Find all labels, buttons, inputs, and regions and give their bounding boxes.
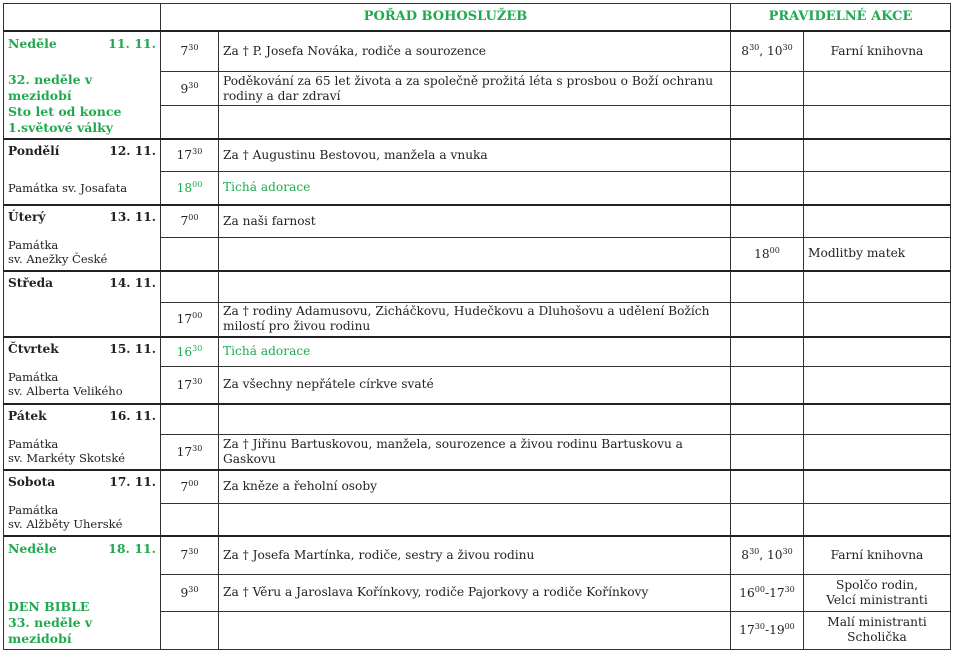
mass-intention: [219, 31, 731, 72]
mass-minute: 00: [188, 213, 199, 223]
mass-time-empty: [161, 238, 219, 271]
mass-intention: [219, 205, 731, 238]
mass-hour: 9: [180, 585, 189, 600]
mass-intention-empty: [219, 238, 731, 271]
mass-time: [161, 435, 219, 470]
mass-minute: 00: [192, 311, 203, 321]
day-name: Neděle: [8, 540, 57, 556]
mass-intention-empty: [219, 271, 731, 303]
day-name: Čtvrtek: [8, 341, 59, 356]
mass-hour: 17: [176, 377, 193, 392]
event-hour: 8: [741, 548, 750, 562]
day-note: [8, 437, 156, 465]
day-note-line: Sto let od konce: [8, 103, 122, 119]
day-note-line: Památka: [8, 436, 59, 451]
mass-intention: [219, 367, 731, 404]
mass-time: [161, 139, 219, 172]
day-note-line: DEN BIBLE: [8, 598, 90, 614]
mass-time: [161, 205, 219, 238]
mass-hour: 17: [176, 444, 193, 459]
day-note: [8, 72, 156, 136]
event-time-empty: [731, 205, 804, 238]
mass-minute: 30: [192, 443, 203, 453]
mass-minute: 30: [188, 547, 199, 556]
mass-intention: [219, 536, 731, 575]
day-cell-wednesday: [4, 271, 161, 337]
event-name-line: Scholička: [847, 630, 907, 645]
day-date: 17. 11.: [109, 474, 156, 489]
mass-time-empty: [161, 504, 219, 536]
event-time-empty: [731, 71, 804, 106]
event-time-empty: [731, 404, 804, 435]
mass-intention: [219, 470, 731, 504]
event-time-empty: [731, 337, 804, 367]
day-note-line: Památka: [8, 502, 59, 517]
mass-hour: 7: [180, 479, 189, 494]
event-minute: 00: [754, 584, 765, 594]
table-row: [4, 337, 951, 367]
event-name-empty: [804, 271, 951, 303]
mass-time: [161, 71, 219, 106]
mass-time: [161, 574, 219, 611]
day-heading: [8, 409, 156, 423]
event-time: [731, 612, 804, 650]
event-name-line: Malí ministranti: [827, 615, 927, 630]
day-heading: [8, 342, 156, 356]
day-note: [8, 503, 156, 531]
event-minute: 00: [769, 245, 780, 255]
table-row: [4, 404, 951, 435]
event-name-empty: [804, 435, 951, 470]
table-row: [4, 470, 951, 504]
mass-time-empty: [161, 106, 219, 139]
event-name-empty: [804, 367, 951, 404]
mass-intention-text: Za naši farnost: [223, 213, 316, 228]
day-heading: [8, 475, 156, 489]
mass-hour: 16: [176, 344, 193, 359]
mass-intention-text: Tichá adorace: [223, 180, 311, 195]
event-name-line: Modlitby matek: [808, 246, 906, 261]
mass-hour: 18: [176, 180, 193, 195]
event-name-empty: [804, 71, 951, 106]
day-note-line: Památka: [8, 369, 59, 384]
day-name: Pátek: [8, 408, 47, 423]
event-name: [804, 238, 951, 271]
event-time: [731, 31, 804, 72]
day-note-line: sv. Alžběty Uherské: [8, 516, 123, 531]
day-date: 15. 11.: [109, 341, 156, 356]
event-hour: 19: [769, 623, 785, 638]
event-time-empty: [731, 172, 804, 205]
mass-minute: 30: [192, 343, 203, 353]
mass-intention: [219, 435, 731, 470]
day-cell-tuesday: [4, 205, 161, 271]
mass-time: [161, 303, 219, 337]
day-note: [8, 370, 156, 398]
event-name-line: Farní knihovna: [830, 43, 924, 58]
mass-time: [161, 367, 219, 404]
schedule-table-wrapper: [3, 3, 951, 650]
mass-intention-text: Za † Jiřinu Bartuskovou, manžela, sourozence a živou rodinu Bartuskovu a Gaskovu: [223, 436, 683, 466]
mass-hour: 7: [180, 548, 189, 562]
day-note-line: 33. neděle v mezidobí: [8, 614, 93, 646]
day-heading: [8, 36, 156, 52]
day-name: Sobota: [8, 474, 56, 489]
day-cell-thursday: [4, 337, 161, 404]
event-name: [804, 574, 951, 611]
mass-hour: 17: [176, 312, 193, 327]
mass-intention-empty: [219, 504, 731, 536]
table-row: [4, 271, 951, 303]
day-date: 12. 11.: [109, 143, 156, 158]
mass-time-empty: [161, 404, 219, 435]
event-hour: 10: [767, 548, 783, 562]
event-time-empty: [731, 367, 804, 404]
table-row: [4, 205, 951, 238]
event-time: [731, 574, 804, 611]
event-hour: 18: [754, 246, 770, 261]
event-name-empty: [804, 172, 951, 205]
event-name-empty: [804, 504, 951, 536]
event-time-empty: [731, 435, 804, 470]
event-name-empty: [804, 337, 951, 367]
mass-intention-text: Tichá adorace: [223, 344, 311, 359]
day-date: 16. 11.: [109, 408, 156, 423]
day-name: Úterý: [8, 209, 46, 224]
mass-time: [161, 337, 219, 367]
table-row: [4, 139, 951, 172]
event-minute: 30: [754, 622, 765, 632]
mass-hour: 17: [176, 148, 193, 163]
mass-time: [161, 31, 219, 72]
event-name: [804, 536, 951, 575]
event-minute: 30: [749, 43, 760, 53]
day-cell-sunday-11: [4, 31, 161, 139]
event-time-separator: ,: [759, 548, 767, 562]
events-heading: PRAVIDELNÉ AKCE: [731, 4, 951, 31]
event-time-separator: -: [764, 585, 770, 600]
event-name-line: Velcí ministranti: [826, 592, 928, 607]
day-name: Neděle: [8, 35, 57, 51]
event-hour: 10: [767, 44, 783, 59]
mass-intention-text: Za † Augustinu Bestovou, manžela a vnuka: [223, 147, 488, 162]
event-name: [804, 31, 951, 72]
mass-intention-text: Za † P. Josefa Nováka, rodiče a sourozence: [223, 43, 486, 58]
event-minute: 00: [784, 622, 795, 632]
day-heading: [8, 276, 156, 290]
mass-minute: 30: [192, 376, 203, 386]
mass-minute: 30: [188, 80, 199, 90]
mass-intention: [219, 172, 731, 205]
mass-intention: [219, 337, 731, 367]
event-hour: 17: [739, 623, 755, 638]
mass-hour: 7: [180, 214, 189, 229]
day-note-line: sv. Anežky České: [8, 251, 108, 266]
day-note-line: 32. neděle v mezidobí: [8, 71, 93, 103]
event-name-empty: [804, 303, 951, 337]
event-time-empty: [731, 139, 804, 172]
mass-time-empty: [161, 271, 219, 303]
day-date: 14. 11.: [109, 275, 156, 290]
event-name-line: Farní knihovna: [830, 547, 924, 562]
event-minute: 30: [782, 43, 793, 53]
table-row: [4, 31, 951, 72]
event-name-empty: [804, 404, 951, 435]
mass-minute: 00: [192, 179, 203, 189]
day-date: 11. 11.: [108, 35, 156, 51]
day-note: [8, 181, 156, 195]
header-row: [4, 4, 951, 31]
event-name-empty: [804, 205, 951, 238]
mass-time: [161, 470, 219, 504]
mass-intention-empty: [219, 106, 731, 139]
event-time-separator: -: [764, 623, 770, 638]
event-time-empty: [731, 271, 804, 303]
header-blank: [4, 4, 161, 31]
event-hour: 16: [739, 585, 755, 600]
mass-time-empty: [161, 612, 219, 650]
event-hour: 17: [769, 585, 785, 600]
event-name-empty: [804, 470, 951, 504]
mass-intention: [219, 139, 731, 172]
mass-minute: 30: [188, 43, 199, 53]
mass-minute: 30: [188, 584, 199, 594]
event-hour: 8: [741, 44, 750, 59]
event-name-line: Spolčo rodin,: [835, 577, 918, 592]
day-date: 13. 11.: [109, 209, 156, 224]
day-cell-friday: [4, 404, 161, 470]
event-name-empty: [804, 139, 951, 172]
mass-intention: [219, 574, 731, 611]
day-name: Středa: [8, 275, 54, 290]
day-note-line: Památka: [8, 237, 59, 252]
event-name-empty: [804, 106, 951, 139]
mass-intention-text: Poděkování za 65 let života a za společně prožitá léta s prosbou o Boží ochranu rodiny a dar zdraví: [223, 73, 714, 103]
day-note-line: Památka sv. Josafata: [8, 180, 128, 195]
mass-minute: 30: [192, 147, 203, 157]
mass-hour: 7: [180, 44, 189, 59]
mass-intention-text: Za všechny nepřátele církve svaté: [223, 377, 434, 392]
mass-intention-empty: [219, 404, 731, 435]
event-minute: 30: [782, 547, 793, 556]
day-cell-sunday-18: [4, 536, 161, 650]
day-heading: [8, 541, 156, 557]
day-note: [8, 599, 156, 647]
day-note: [8, 238, 156, 266]
mass-minute: 00: [188, 478, 199, 488]
day-cell-monday: [4, 139, 161, 205]
event-minute: 30: [749, 547, 760, 556]
mass-hour: 9: [180, 81, 189, 96]
mass-intention: [219, 303, 731, 337]
mass-intention-text: Za kněze a řeholní osoby: [223, 479, 378, 494]
event-time-empty: [731, 504, 804, 536]
mass-intention-text: Za † Josefa Martínka, rodiče, sestry a živou rodinu: [223, 547, 535, 562]
event-time-empty: [731, 303, 804, 337]
event-time-separator: ,: [759, 44, 767, 59]
day-heading: [8, 144, 156, 158]
day-note-line: 1.světové války: [8, 119, 114, 135]
event-time: [731, 536, 804, 575]
day-date: 18. 11.: [108, 540, 156, 556]
schedule-heading: POŘAD BOHOSLUŽEB: [161, 4, 731, 31]
mass-time: [161, 536, 219, 575]
event-time-empty: [731, 470, 804, 504]
day-note-line: sv. Alberta Velikého: [8, 383, 123, 398]
day-name: Pondělí: [8, 143, 60, 158]
day-heading: [8, 210, 156, 224]
event-time: [731, 238, 804, 271]
day-note-line: sv. Markéty Skotské: [8, 450, 126, 465]
table-row: [4, 536, 951, 575]
mass-intention-empty: [219, 612, 731, 650]
schedule-table: [3, 3, 951, 650]
day-cell-saturday: [4, 470, 161, 536]
mass-intention-text: Za † rodiny Adamusovu, Zicháčkovu, Hudečkovu a Dluhošovu a udělení Božích milostí pro živou rodinu: [223, 304, 710, 334]
event-time-empty: [731, 106, 804, 139]
event-minute: 30: [784, 584, 795, 594]
mass-time: [161, 172, 219, 205]
mass-intention: [219, 71, 731, 106]
mass-intention-text: Za † Věru a Jaroslava Kořínkovy, rodiče Pajorkovy a rodiče Kořínkovy: [223, 585, 649, 600]
event-name: [804, 612, 951, 650]
